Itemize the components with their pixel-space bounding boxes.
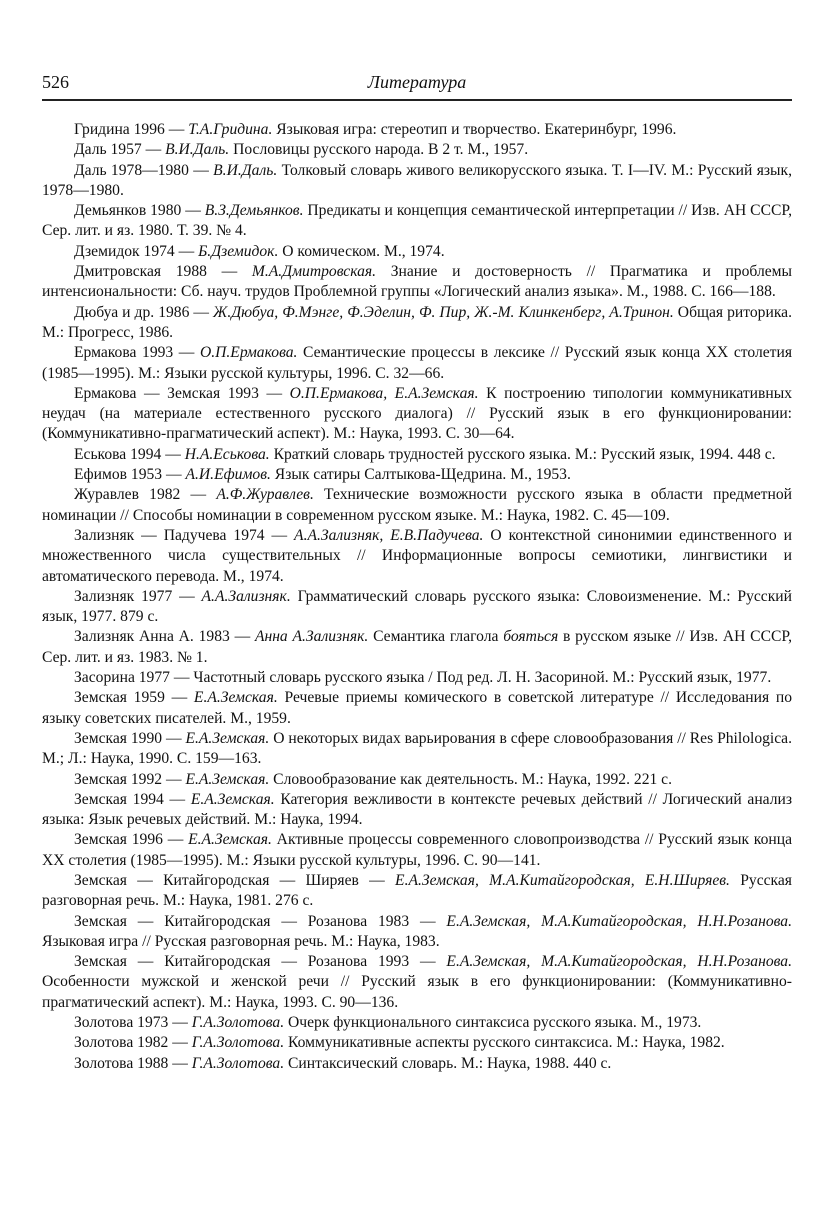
entry-text: Дземидок 1974 —: [74, 242, 199, 260]
entry-text: Ермакова — Земская 1993 —: [74, 384, 290, 402]
bibliography-entry: [42, 952, 792, 1013]
entry-italic-text: Е.А.Земская, М.А.Китайгородская, Н.Н.Розанова.: [446, 912, 792, 930]
entry-text: Словообразование как деятельность. М.: Наука, 1992. 221 с.: [269, 770, 672, 788]
bibliography-entry: [42, 770, 792, 790]
bibliography-entry: [42, 343, 792, 384]
entry-italic-text: Г.А.Золотова.: [191, 1054, 285, 1072]
entry-text: Язык сатиры Салтыкова-Щедрина. М., 1953.: [270, 466, 571, 484]
entry-text: Земская 1994 —: [74, 790, 191, 808]
bibliography-entry: [42, 526, 792, 587]
entry-italic-text: О.П.Ермакова, Е.А.Земская.: [289, 384, 479, 402]
bibliography-entry: [42, 830, 792, 871]
entry-text: Земская 1996 —: [74, 831, 189, 849]
entry-text: Технические возможности русского языка в области предметной номинации // Способы номинации в современном русском языке. М.: Наука, 1982. С. 45—109.: [42, 486, 792, 524]
entry-italic-text: Н.А.Еськова.: [184, 445, 270, 463]
page-header: [42, 72, 792, 101]
bibliography-entry: [42, 161, 792, 202]
entry-text: Зализняк — Падучева 1974 —: [74, 526, 295, 544]
entry-text: Речевые приемы комического в советской литературе // Исследования по языку советских писателей. М., 1959.: [42, 689, 793, 727]
entry-text: Земская — Китайгородская — Ширяев —: [74, 871, 396, 889]
entry-text: К построению типологии коммуникативных неудач (на материале естественного русского диалога) // Русский язык в его функционировании: (Коммуникативно-прагматический аспект). М.: Наука, 1993. С. 30—64.: [42, 384, 792, 443]
entry-text: Еськова 1994 —: [74, 445, 185, 463]
entry-text: Семантика глагола: [368, 628, 504, 646]
entry-text: Земская 1992 —: [74, 770, 186, 788]
entry-text: Общая риторика. М.: Прогресс, 1986.: [42, 303, 792, 341]
entry-italic-text: Анна А.Зализняк.: [254, 628, 369, 646]
entry-italic-text: А.Ф.Журавлев.: [216, 486, 314, 504]
entry-text: Гридина 1996 —: [74, 121, 189, 138]
bibliography-entry: [42, 384, 792, 445]
entry-text: Золотова 1973 —: [74, 1014, 192, 1032]
entry-text: Земская — Китайгородская — Розанова 1983 —: [74, 912, 447, 930]
entry-text: Русская разговорная речь. М.: Наука, 1981. 276 с.: [42, 871, 792, 910]
entry-text: Журавлев 1982 —: [74, 486, 217, 504]
bibliography-entry: [42, 1013, 792, 1033]
entry-italic-text: А.А.Зализняк, Е.В.Падучева.: [294, 526, 484, 544]
bibliography-list: [42, 120, 792, 1074]
bibliography-entry: [42, 242, 792, 262]
entry-text: Языковая игра: стереотип и творчество. Екатеринбург, 1996.: [272, 121, 677, 138]
entry-text: Особенности мужской и женской речи // Русский язык в его функционировании: (Коммуникативно-прагматический аспект). М.: Наука, 1993. С. 90—136.: [42, 973, 792, 1011]
entry-text: Золотова 1988 —: [74, 1054, 192, 1072]
entry-italic-text: Е.А.Земская.: [185, 729, 270, 747]
entry-italic-text: В.З.Демьянков.: [204, 202, 304, 220]
entry-text: Толковый словарь живого великорусского языка. Т. I—IV. М.: Русский язык, 1978—1980.: [42, 161, 792, 199]
entry-text: О некоторых видах варьирования в сфере словообразования // Res Philologica. М.; Л.: Наука, 1990. С. 159—163.: [42, 729, 792, 768]
entry-italic-text: О.П.Ермакова.: [199, 344, 298, 362]
page-number: 526: [42, 72, 69, 92]
bibliography-entry: [42, 303, 792, 344]
entry-text: Даль 1978—1980 —: [74, 161, 214, 179]
bibliography-entry: [42, 445, 792, 465]
entry-text: Знание и достоверность // Прагматика и проблемы интенсиональности: Сб. науч. трудов Проблемной группы «Логический анализ языка». М., 1988. С. 166—188.: [42, 263, 792, 301]
entry-text: Грамматический словарь русского языка: Словоизменение. М.: Русский язык, 1977. 879 с.: [42, 587, 792, 626]
bibliography-entry: [42, 120, 792, 140]
entry-italic-text: бояться: [503, 628, 559, 646]
entry-text: Засорина 1977 — Частотный словарь русского языка / Под ред. Л. Н. Засориной. М.: Русский язык, 1977.: [74, 669, 772, 687]
bibliography-entry: [42, 668, 792, 688]
bibliography-entry: [42, 912, 792, 953]
entry-italic-text: А.И.Ефимов.: [185, 466, 271, 484]
entry-text: О контекстной синонимии единственного и множественного числа существительных // Информационные вопросы семиотики, лингвистики и автоматического перевода. М., 1974.: [42, 526, 792, 585]
entry-italic-text: Е.А.Земская.: [188, 831, 272, 849]
bibliography-entry: [42, 465, 792, 485]
entry-italic-text: Е.А.Земская.: [190, 790, 275, 808]
entry-text: Ефимов 1953 —: [74, 466, 186, 484]
entry-italic-text: Б.Дземидок.: [198, 242, 279, 260]
entry-text: Семантические процессы в лексике // Русский язык конца XX столетия (1985—1995). М.: Языки русской культуры, 1996. С. 32—66.: [42, 344, 792, 382]
bibliography-entry: [42, 729, 792, 770]
bibliography-entry: [42, 262, 792, 303]
entry-text: Языковая игра // Русская разговорная речь. М.: Наука, 1983.: [42, 932, 440, 950]
entry-italic-text: А.А.Зализняк.: [201, 587, 291, 605]
entry-text: Демьянков 1980 —: [74, 202, 205, 220]
bibliography-entry: [42, 688, 792, 729]
entry-text: Дмитровская 1988 —: [74, 263, 252, 281]
entry-text: Пословицы русского народа. В 2 т. М., 1957.: [229, 141, 529, 159]
bibliography-entry: [42, 485, 792, 526]
entry-text: Дюбуа и др. 1986 —: [74, 303, 214, 321]
entry-text: Очерк функционального синтаксиса русского языка. М., 1973.: [284, 1014, 702, 1032]
entry-italic-text: Е.А.Земская.: [185, 770, 270, 788]
entry-text: Активные процессы современного словопроизводства // Русский язык конца XX столетия (1985—1995). М.: Языки русской культуры, 1996. С. 90—141.: [42, 831, 792, 869]
entry-text: Ермакова 1993 —: [74, 344, 200, 362]
entry-text: Зализняк Анна А. 1983 —: [74, 628, 255, 646]
entry-italic-text: Е.А.Земская, М.А.Китайгородская, Н.Н.Розанова.: [446, 953, 792, 971]
entry-text: Коммуникативные аспекты русского синтаксиса. М.: Наука, 1982.: [284, 1034, 725, 1052]
entry-text: Синтаксический словарь. М.: Наука, 1988. 440 с.: [284, 1054, 612, 1072]
entry-italic-text: В.И.Даль.: [213, 161, 278, 179]
running-title: Литература: [367, 72, 467, 92]
bibliography-entry: [42, 1054, 792, 1074]
entry-italic-text: М.А.Дмитровская.: [251, 263, 377, 281]
entry-text: О комическом. М., 1974.: [278, 242, 445, 260]
entry-italic-text: Т.А.Гридина.: [188, 121, 273, 138]
bibliography-entry: [42, 1033, 792, 1053]
bibliography-entry: [42, 627, 792, 668]
entry-italic-text: Е.А.Земская, М.А.Китайгородская, Е.Н.Ширяев.: [395, 871, 730, 889]
entry-text: Земская 1959 —: [74, 689, 194, 707]
entry-italic-text: Г.А.Золотова.: [191, 1014, 285, 1032]
entry-text: Даль 1957 —: [74, 141, 166, 159]
bibliography-entry: [42, 140, 792, 160]
entry-text: в русском языке // Изв. АН СССР, Сер. лит. и яз. 1983. № 1.: [42, 628, 792, 666]
entry-text: Золотова 1982 —: [74, 1034, 192, 1052]
bibliography-entry: [42, 871, 792, 912]
bibliography-entry: [42, 790, 792, 831]
entry-text: Категория вежливости в контексте речевых действий // Логический анализ языка: Язык речевых действий. М.: Наука, 1994.: [42, 790, 793, 829]
entry-text: Зализняк 1977 —: [74, 587, 202, 605]
entry-text: Земская — Китайгородская — Розанова 1993 —: [74, 953, 447, 971]
entry-italic-text: Ж.Дюбуа, Ф.Мэнге, Ф.Эделин, Ф. Пир, Ж.-М. Клинкенберг, А.Тринон.: [213, 303, 674, 321]
entry-italic-text: Е.А.Земская.: [193, 689, 278, 707]
entry-text: Земская 1990 —: [74, 729, 186, 747]
entry-italic-text: В.И.Даль.: [165, 141, 230, 159]
entry-italic-text: Г.А.Золотова.: [191, 1034, 285, 1052]
bibliography-entry: [42, 587, 792, 628]
bibliography-entry: [42, 201, 792, 242]
entry-text: Предикаты и концепция семантической интерпретации // Изв. АН СССР, Сер. лит. и яз. 1980. Т. 39. № 4.: [42, 202, 792, 240]
entry-text: Краткий словарь трудностей русского языка. М.: Русский язык, 1994. 448 с.: [269, 445, 776, 463]
